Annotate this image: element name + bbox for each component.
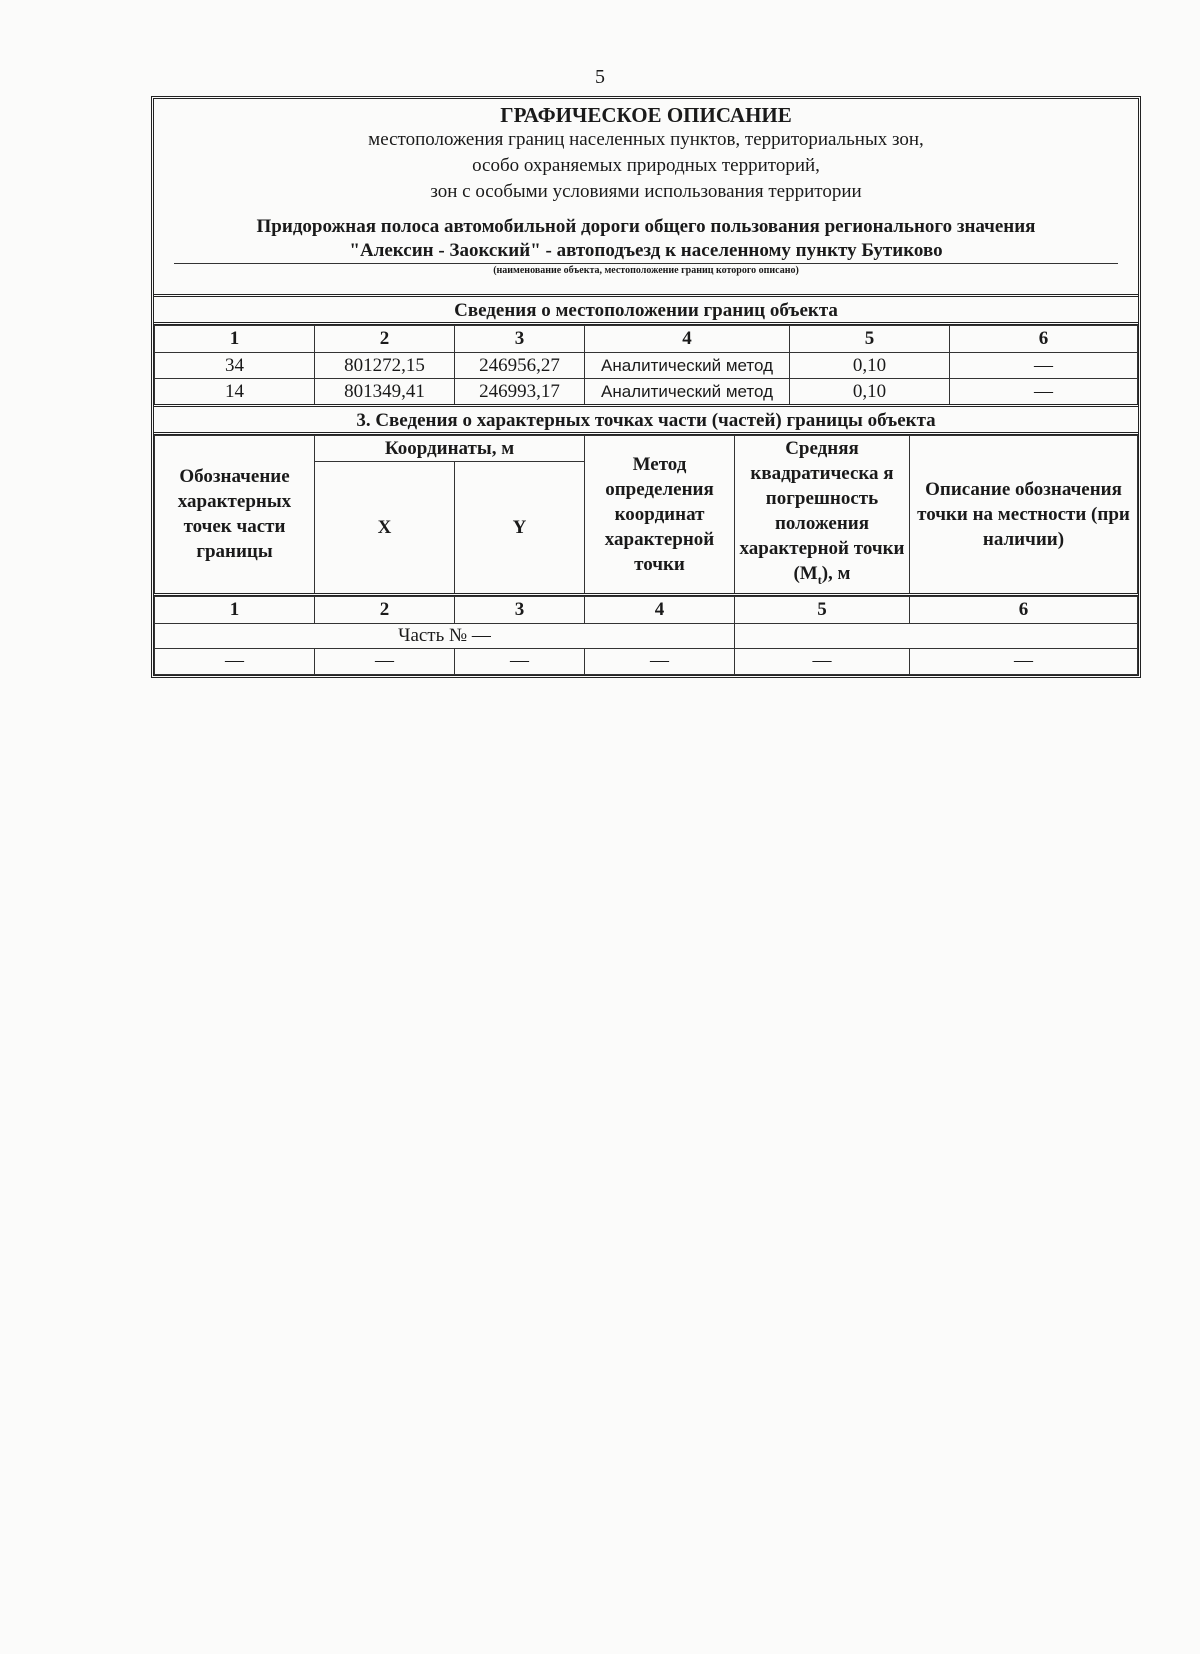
point-cell: 14 <box>155 379 315 406</box>
column-number: 6 <box>950 326 1138 353</box>
part-label-empty <box>735 623 1138 648</box>
column-number: 2 <box>315 596 455 623</box>
x-cell: 801349,41 <box>315 379 455 406</box>
x-cell: 801272,15 <box>315 353 455 379</box>
description-cell: — <box>950 353 1138 379</box>
column-number: 5 <box>790 326 950 353</box>
document-subtitle-line: зон с особыми условиями использования территории <box>430 181 862 202</box>
document-header <box>154 99 1138 297</box>
parts-section-title: 3. Сведения о характерных точках части (частей) границы объекта <box>154 407 1138 435</box>
y-header: Y <box>455 462 585 595</box>
column-number: 4 <box>585 596 735 623</box>
y-cell: 246993,17 <box>455 379 585 406</box>
column-number: 2 <box>315 326 455 353</box>
x-header: X <box>315 462 455 595</box>
description-header: Описание обозначения точки на местности (при наличии) <box>910 436 1138 595</box>
document-subtitle-line: особо охраняемых природных территорий, <box>472 155 820 176</box>
designation-header: Обозначение характерных точек части границы <box>155 436 315 595</box>
parts-header-table <box>154 435 1138 596</box>
method-cell: Аналитический метод <box>585 379 790 406</box>
column-number: 3 <box>455 596 585 623</box>
document-subtitle-line: местоположения границ населенных пунктов, территориальных зон, <box>368 129 924 150</box>
boundaries-section-title: Сведения о местоположении границ объекта <box>154 297 1138 325</box>
accuracy-header-subscript: t <box>817 572 822 587</box>
dash-cell: — <box>155 648 315 674</box>
dash-cell: — <box>585 648 735 674</box>
table-row <box>155 353 1138 379</box>
accuracy-header <box>735 436 910 595</box>
boundaries-table <box>154 325 1138 407</box>
accuracy-header-text: Средняя квадратическа я погрешность положения характерной точки (M <box>739 438 905 584</box>
object-name-caption: (наименование объекта, местоположение границ которого описано) <box>493 265 799 276</box>
dash-cell: — <box>910 648 1138 674</box>
accuracy-cell: 0,10 <box>790 379 950 406</box>
object-name-line: Придорожная полоса автомобильной дороги общего пользования регионального значения <box>256 216 1036 237</box>
point-cell: 34 <box>155 353 315 379</box>
dash-cell: — <box>735 648 910 674</box>
y-cell: 246956,27 <box>455 353 585 379</box>
document-frame <box>151 96 1141 678</box>
dash-cell: — <box>455 648 585 674</box>
part-label: Часть № — <box>155 623 735 648</box>
column-number: 6 <box>910 596 1138 623</box>
column-number: 1 <box>155 596 315 623</box>
accuracy-cell: 0,10 <box>790 353 950 379</box>
dash-cell: — <box>315 648 455 674</box>
parts-table <box>154 596 1138 675</box>
table-row <box>155 648 1138 674</box>
column-number: 1 <box>155 326 315 353</box>
description-cell: — <box>950 379 1138 406</box>
coordinates-header: Координаты, м <box>315 436 585 462</box>
document-title: ГРАФИЧЕСКОЕ ОПИСАНИЕ <box>500 103 792 127</box>
part-label-row <box>155 623 1138 648</box>
method-cell: Аналитический метод <box>585 353 790 379</box>
column-number-row <box>155 326 1138 353</box>
page-number: 5 <box>595 66 605 88</box>
table-row <box>155 379 1138 406</box>
column-number-row <box>155 596 1138 623</box>
column-number: 3 <box>455 326 585 353</box>
object-name-line: "Алексин - Заокский" - автоподъезд к населенному пункту Бутиково <box>349 240 943 261</box>
object-name <box>170 215 1122 263</box>
accuracy-header-unit: ), м <box>821 563 851 584</box>
method-header: Метод определения координат характерной точки <box>585 436 735 595</box>
column-number: 5 <box>735 596 910 623</box>
column-number: 4 <box>585 326 790 353</box>
